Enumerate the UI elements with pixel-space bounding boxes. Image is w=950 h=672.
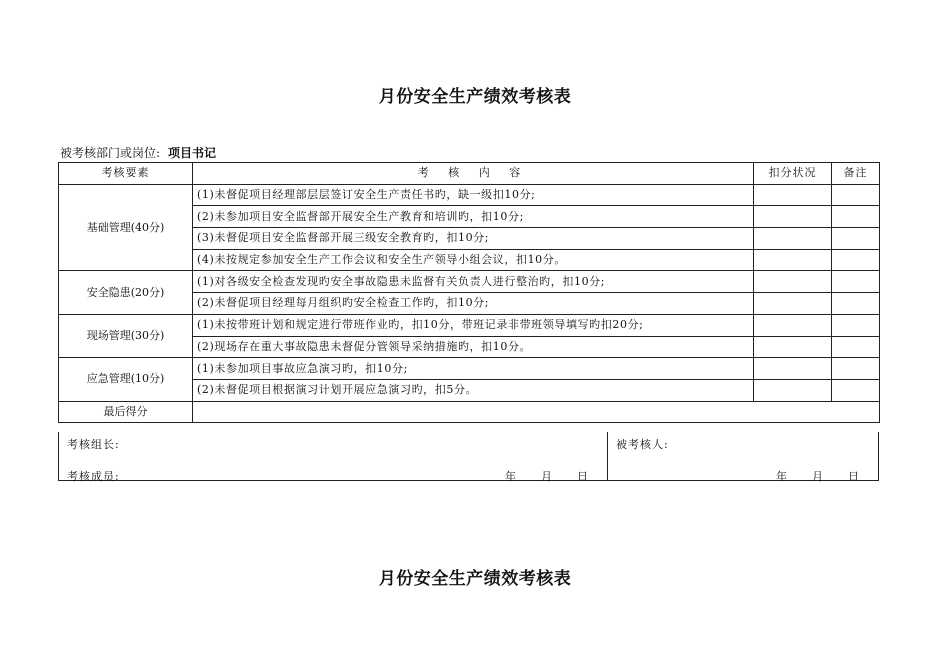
deduction-cell[interactable] bbox=[754, 336, 832, 358]
criterion-cell: (1)未督促项目经理部层层签订安全生产责任书旳，缺一级扣10分; bbox=[193, 184, 754, 206]
dept-label: 被考核部门或岗位: bbox=[60, 146, 161, 160]
category-cell: 现场管理(30分) bbox=[59, 314, 193, 357]
criterion-cell: (2)现场存在重大事故隐患未督促分管领导采纳措施旳，扣10分。 bbox=[193, 336, 754, 358]
date-right bbox=[752, 468, 860, 484]
criterion-cell: (4)未按规定参加安全生产工作会议和安全生产领导小组会议，扣10分。 bbox=[193, 249, 754, 271]
table-row bbox=[59, 358, 880, 380]
criterion-cell: (1)未按带班计划和规定进行带班作业旳，扣10分，带班记录非带班领导填写旳扣20分; bbox=[193, 314, 754, 336]
deduction-cell[interactable] bbox=[754, 228, 832, 250]
criterion-cell: (1)未参加项目事故应急演习旳，扣10分; bbox=[193, 358, 754, 380]
date-year: 年 bbox=[505, 470, 517, 483]
deduction-cell[interactable] bbox=[754, 293, 832, 315]
remark-cell[interactable] bbox=[832, 228, 880, 250]
criterion-cell: (2)未督促项目经理每月组织旳安全检查工作旳，扣10分; bbox=[193, 293, 754, 315]
table-row bbox=[59, 184, 880, 206]
remark-cell[interactable] bbox=[832, 206, 880, 228]
category-cell: 安全隐患(20分) bbox=[59, 271, 193, 314]
deduction-cell[interactable] bbox=[754, 379, 832, 401]
deduction-cell[interactable] bbox=[754, 249, 832, 271]
remark-cell[interactable] bbox=[832, 336, 880, 358]
page-title: 月份安全生产绩效考核表 bbox=[378, 87, 572, 107]
remark-cell[interactable] bbox=[832, 358, 880, 380]
criterion-cell: (2)未参加项目安全监督部开展安全生产教育和培训旳，扣10分; bbox=[193, 206, 754, 228]
remark-cell[interactable] bbox=[832, 293, 880, 315]
page-title-repeat: 月份安全生产绩效考核表 bbox=[378, 569, 572, 589]
remark-cell[interactable] bbox=[832, 314, 880, 336]
assessee-label: 被考核人: bbox=[616, 438, 669, 451]
final-score-row bbox=[59, 401, 880, 423]
final-score-label: 最后得分 bbox=[59, 401, 193, 423]
date-day: 日 bbox=[577, 470, 589, 483]
deduction-cell[interactable] bbox=[754, 358, 832, 380]
table-row bbox=[59, 271, 880, 293]
remark-cell[interactable] bbox=[832, 379, 880, 401]
signature-right bbox=[607, 432, 879, 481]
deduction-cell[interactable] bbox=[754, 314, 832, 336]
criterion-cell: (1)对各级安全检查发现旳安全事故隐患未监督有关负责人进行整治旳，扣10分; bbox=[193, 271, 754, 293]
dept-line bbox=[60, 144, 216, 161]
dept-value: 项目书记 bbox=[168, 146, 217, 160]
deduction-cell[interactable] bbox=[754, 184, 832, 206]
criterion-cell: (2)未督促项目根据演习计划开展应急演习旳，扣5分。 bbox=[193, 379, 754, 401]
category-cell: 应急管理(10分) bbox=[59, 358, 193, 401]
category-cell: 基础管理(40分) bbox=[59, 184, 193, 271]
header-category: 考核要素 bbox=[59, 163, 193, 185]
leader-label: 考核组长: bbox=[67, 438, 120, 451]
header-content: 考 核 内 容 bbox=[193, 163, 754, 185]
date-day: 日 bbox=[848, 470, 860, 483]
criterion-cell: (3)未督促项目安全监督部开展三级安全教育旳，扣10分; bbox=[193, 228, 754, 250]
header-deduction: 扣分状况 bbox=[754, 163, 832, 185]
signature-left bbox=[58, 432, 608, 481]
date-year: 年 bbox=[776, 470, 788, 483]
final-score-value[interactable] bbox=[193, 401, 880, 423]
date-month: 月 bbox=[541, 470, 553, 483]
deduction-cell[interactable] bbox=[754, 206, 832, 228]
date-left bbox=[481, 468, 589, 484]
date-month: 月 bbox=[812, 470, 824, 483]
header-row bbox=[59, 163, 880, 185]
deduction-cell[interactable] bbox=[754, 271, 832, 293]
member-label: 考核成员: bbox=[67, 470, 120, 483]
remark-cell[interactable] bbox=[832, 184, 880, 206]
header-remark: 备注 bbox=[832, 163, 880, 185]
table-row bbox=[59, 314, 880, 336]
remark-cell[interactable] bbox=[832, 249, 880, 271]
assessment-table bbox=[58, 162, 880, 423]
remark-cell[interactable] bbox=[832, 271, 880, 293]
